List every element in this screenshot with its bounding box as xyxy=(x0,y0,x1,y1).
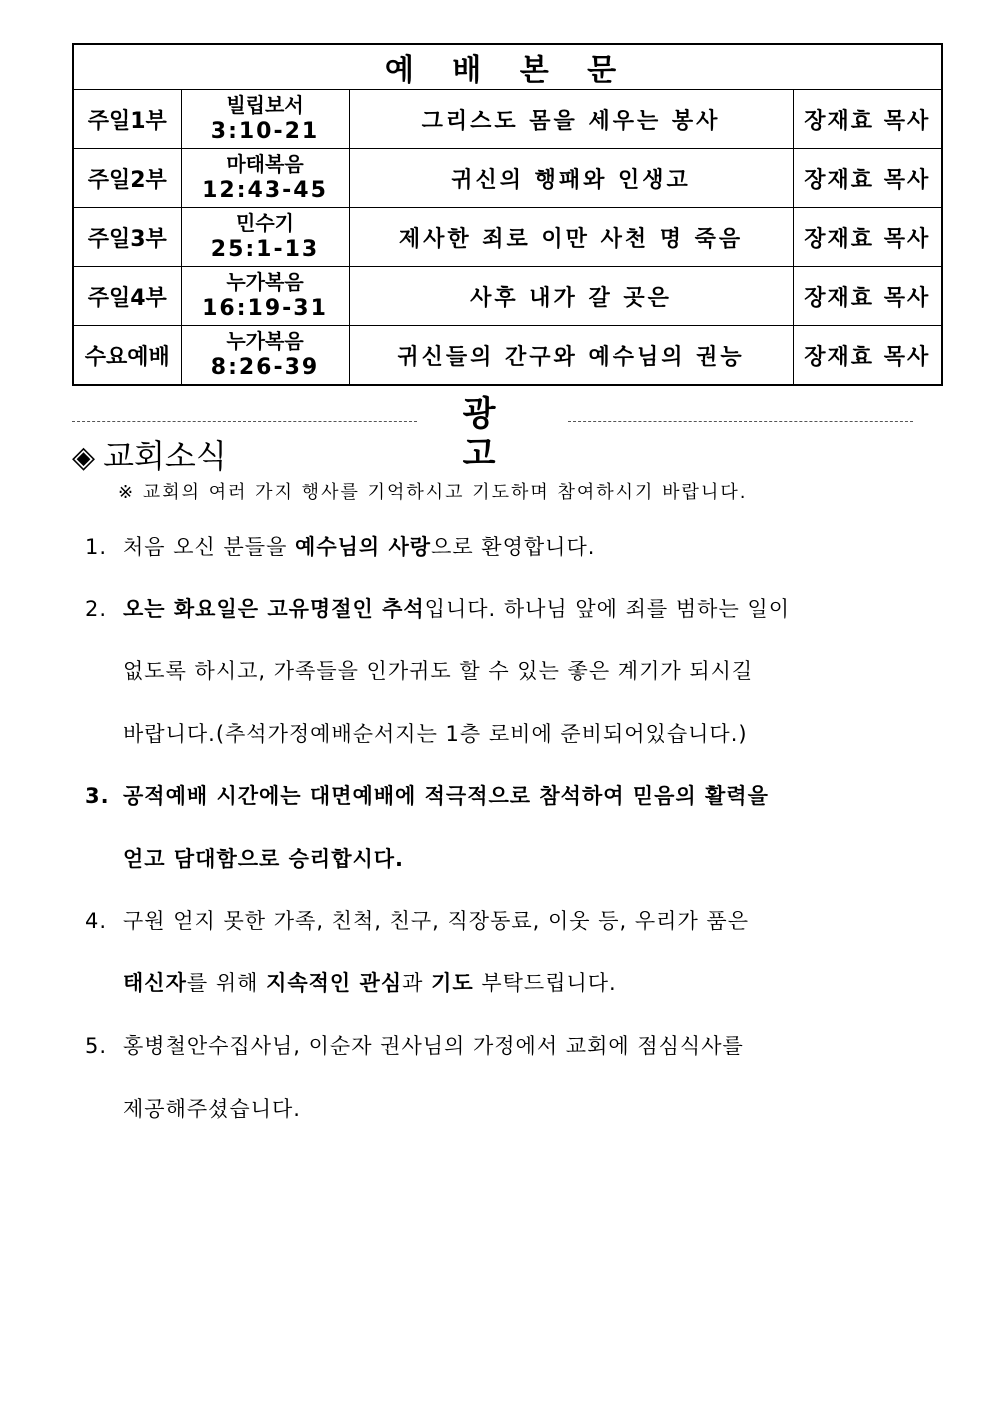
scripture xyxy=(181,326,349,386)
table-row xyxy=(73,326,942,386)
item-text-bold: 오는 화요일은 고유명절인 추석 xyxy=(123,597,425,621)
item-text: 홍병철안수집사님, 이순자 권사님의 가정에서 교회에 점심식사를 xyxy=(123,1034,744,1058)
item-text: 과 xyxy=(402,971,432,995)
announcement-item-4 xyxy=(85,907,749,935)
announcement-item-1 xyxy=(85,533,595,561)
verse-ref: 25:1-13 xyxy=(210,237,320,262)
sermon-table-title: 예 배 본 문 xyxy=(73,44,942,90)
dashed-divider-right xyxy=(568,421,913,422)
item-text: 처음 오신 분들을 xyxy=(123,535,296,559)
item-5-line-2: 제공해주셨습니다. xyxy=(123,1097,301,1121)
item-4-line-2 xyxy=(123,969,617,997)
item-text: 구원 얻지 못한 가족, 친척, 친구, 직장동료, 이웃 등, 우리가 품은 xyxy=(123,909,749,933)
item-text: 으로 환영합니다. xyxy=(431,535,596,559)
item-text-bold: 예수님의 사랑 xyxy=(295,535,432,559)
item-text: 부탁드립니다. xyxy=(473,971,617,995)
book-name: 빌립보서 xyxy=(226,93,304,117)
notice-text: ※ 교회의 여러 가지 행사를 기억하시고 기도하며 참여하시기 바랍니다. xyxy=(118,482,748,503)
item-2-line-2: 없도록 하시고, 가족들을 인가귀도 할 수 있는 좋은 계기가 되시길 xyxy=(123,659,754,683)
sermon-title: 사후 내가 갈 곳은 xyxy=(349,267,793,326)
item-3-line-2: 얻고 담대함으로 승리합시다. xyxy=(123,847,405,871)
item-text-bold: 기도 xyxy=(431,971,474,995)
table-row xyxy=(73,149,942,208)
church-news-title: 교회소식 xyxy=(103,437,227,475)
verse-ref: 16:19-31 xyxy=(202,296,328,321)
sermon-title: 귀신의 행패와 인생고 xyxy=(349,149,793,208)
service-name: 주일1부 xyxy=(73,90,181,149)
item-number: 3. xyxy=(85,784,110,808)
announcement-item-3 xyxy=(85,782,769,810)
table-row xyxy=(73,267,942,326)
sermon-title: 그리스도 몸을 세우는 봉사 xyxy=(349,90,793,149)
item-number: 4. xyxy=(85,909,108,933)
preacher: 장재효 목사 xyxy=(793,149,942,208)
sermon-table xyxy=(72,43,943,386)
item-2-line-3: 바랍니다.(추석가정예배순서지는 1층 로비에 준비되어있습니다.) xyxy=(123,722,748,746)
verse-ref: 3:10-21 xyxy=(210,119,320,144)
scripture xyxy=(181,208,349,267)
book-name: 누가복음 xyxy=(226,329,304,353)
item-text: 를 위해 xyxy=(186,971,267,995)
item-number: 1. xyxy=(85,535,108,559)
item-text-bold: 태신자 xyxy=(123,971,187,995)
verse-ref: 8:26-39 xyxy=(210,355,320,380)
item-number: 5. xyxy=(85,1034,108,1058)
item-text: 입니다. 하나님 앞에 죄를 범하는 일이 xyxy=(424,597,790,621)
table-row xyxy=(73,90,942,149)
dashed-divider-left xyxy=(72,421,417,422)
item-text-bold: 공적예배 시간에는 대면예배에 적극적으로 참석하여 믿음의 활력을 xyxy=(123,784,769,808)
preacher: 장재효 목사 xyxy=(793,267,942,326)
church-news-heading xyxy=(72,436,227,478)
scripture xyxy=(181,149,349,208)
preacher: 장재효 목사 xyxy=(793,208,942,267)
preacher: 장재효 목사 xyxy=(793,90,942,149)
service-name: 주일3부 xyxy=(73,208,181,267)
table-row xyxy=(73,208,942,267)
sermon-title: 제사한 죄로 이만 사천 명 죽음 xyxy=(349,208,793,267)
preacher: 장재효 목사 xyxy=(793,326,942,386)
book-name: 누가복음 xyxy=(226,270,304,294)
scripture xyxy=(181,267,349,326)
item-text-bold: 지속적인 관심 xyxy=(266,971,403,995)
service-name: 주일2부 xyxy=(73,149,181,208)
book-name: 마태복음 xyxy=(226,152,304,176)
book-name: 민수기 xyxy=(236,211,294,235)
announcement-item-5 xyxy=(85,1032,744,1060)
service-name: 주일4부 xyxy=(73,267,181,326)
service-name: 수요예배 xyxy=(73,326,181,386)
scripture xyxy=(181,90,349,149)
announcement-title: 광 고 xyxy=(462,394,524,474)
announcement-item-2 xyxy=(85,595,790,623)
verse-ref: 12:43-45 xyxy=(202,178,328,203)
item-number: 2. xyxy=(85,597,108,621)
diamond-bullet-icon: ◈ xyxy=(72,440,96,475)
sermon-title: 귀신들의 간구와 예수님의 권능 xyxy=(349,326,793,386)
